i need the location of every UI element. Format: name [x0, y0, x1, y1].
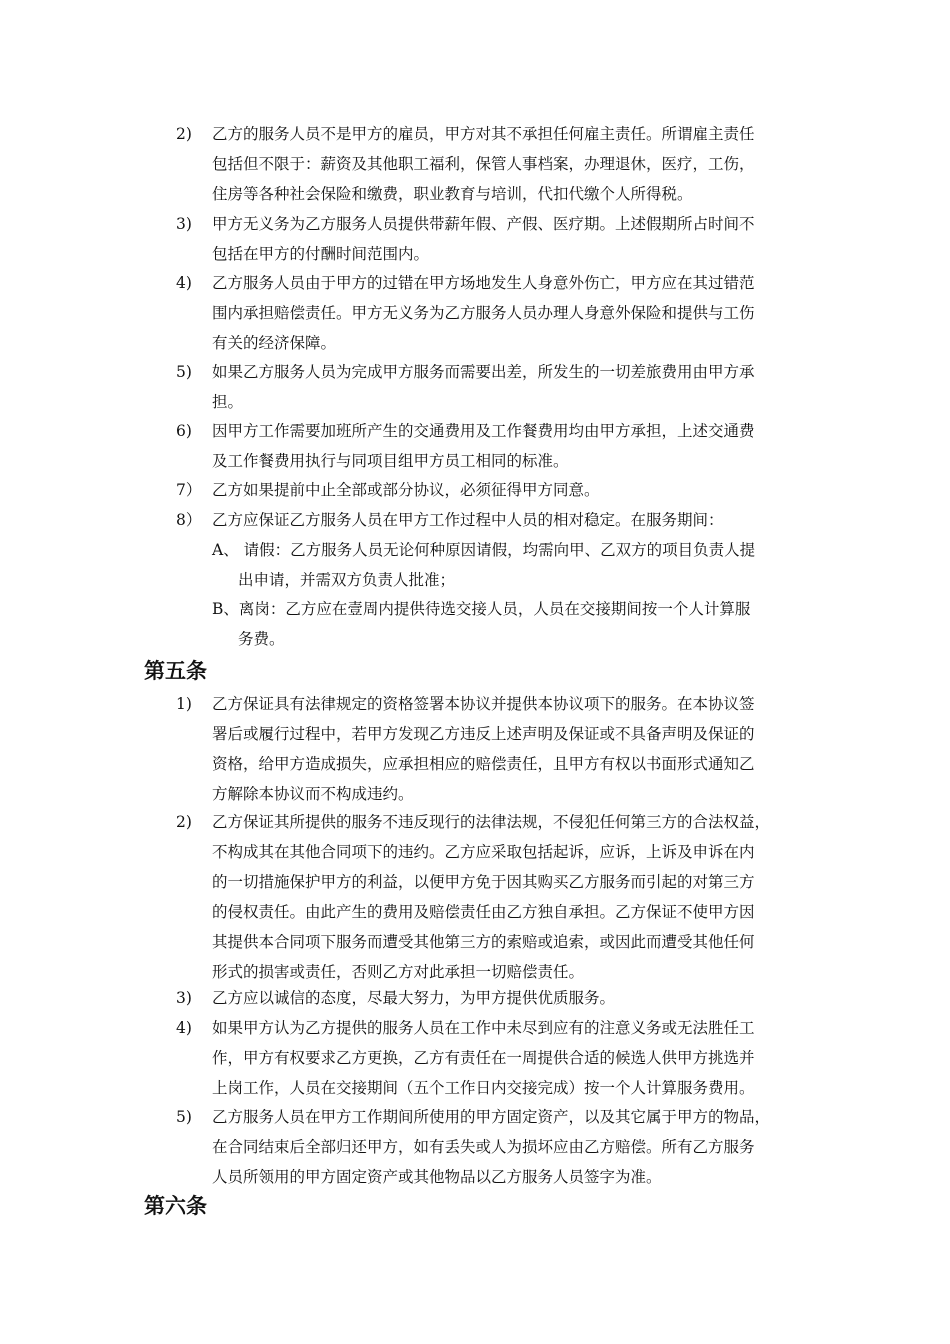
item-text-line: 乙方应保证乙方服务人员在甲方工作过程中人员的相对稳定。在服务期间： — [212, 511, 724, 529]
item-text-line: 有关的经济保障。 — [212, 334, 337, 352]
item-text-line: 不构成其在其他合同项下的违约。乙方应采取包括起诉，应诉，上诉及申诉在内 — [212, 843, 755, 861]
item-text-line: 在合同结束后全部归还甲方，如有丢失或人为损坏应由乙方赔偿。所有乙方服务 — [212, 1138, 755, 1156]
item-text-line: 乙方如果提前中止全部或部分协议，必须征得甲方同意。 — [212, 481, 600, 499]
item-text-line: 及工作餐费用执行与同项目组甲方员工相同的标准。 — [212, 452, 569, 470]
item-text-line: 其提供本合同项下服务而遭受其他第三方的索赔或追索，或因此而遭受其他任何 — [212, 933, 755, 951]
item-number: 4) — [176, 274, 192, 292]
sub-item-text-line: 务费。 — [238, 630, 285, 648]
item-number: 2) — [176, 125, 192, 143]
item-number: 7） — [176, 481, 202, 499]
sub-item-text-line: A、 请假：乙方服务人员无论何种原因请假，均需向甲、乙双方的项目负责人提 — [212, 541, 756, 559]
item-number: 6) — [176, 422, 192, 440]
item-number: 1) — [176, 695, 192, 713]
item-text-line: 的侵权责任。由此产生的费用及赔偿责任由乙方独自承担。乙方保证不使甲方因 — [212, 903, 755, 921]
sub-item-text-line: 出申请，并需双方负责人批准； — [238, 571, 456, 589]
item-number: 5) — [176, 1108, 192, 1126]
item-text-line: 因甲方工作需要加班所产生的交通费用及工作餐费用均由甲方承担，上述交通费 — [212, 422, 755, 440]
item-text-line: 乙方应以诚信的态度，尽最大努力，为甲方提供优质服务。 — [212, 989, 616, 1007]
item-number: 4) — [176, 1019, 192, 1037]
item-text-line: 作，甲方有权要求乙方更换，乙方有责任在一周提供合适的候选人供甲方挑选并 — [212, 1049, 755, 1067]
section-heading-six: 第六条 — [144, 1194, 207, 1218]
item-text-line: 包括在甲方的付酬时间范围内。 — [212, 245, 430, 263]
item-text-line: 方解除本协议而不构成违约。 — [212, 785, 414, 803]
item-text-line: 形式的损害或责任，否则乙方对此承担一切赔偿责任。 — [212, 963, 585, 981]
item-text-line: 甲方无义务为乙方服务人员提供带薪年假、产假、医疗期。上述假期所占时间不 — [212, 215, 755, 233]
sub-item-text-line: B、离岗：乙方应在壹周内提供待选交接人员，人员在交接期间按一个人计算服 — [212, 600, 751, 618]
item-text-line: 乙方服务人员在甲方工作期间所使用的甲方固定资产，以及其它属于甲方的物品， — [212, 1108, 771, 1126]
item-text-line: 上岗工作，人员在交接期间（五个工作日内交接完成）按一个人计算服务费用。 — [212, 1079, 755, 1097]
item-number: 5) — [176, 363, 192, 381]
item-text-line: 如果乙方服务人员为完成甲方服务而需要出差，所发生的一切差旅费用由甲方承 — [212, 363, 755, 381]
item-text-line: 的一切措施保护甲方的利益，以便甲方免于因其购买乙方服务而引起的对第三方 — [212, 873, 755, 891]
item-text-line: 担。 — [212, 393, 244, 411]
section-heading-five: 第五条 — [144, 659, 207, 683]
item-text-line: 包括但不限于：薪资及其他职工福利，保管人事档案，办理退休，医疗，工伤， — [212, 155, 755, 173]
item-text-line: 乙方服务人员由于甲方的过错在甲方场地发生人身意外伤亡，甲方应在其过错范 — [212, 274, 755, 292]
item-text-line: 围内承担赔偿责任。甲方无义务为乙方服务人员办理人身意外保险和提供与工伤 — [212, 304, 755, 322]
item-text-line: 资格，给甲方造成损失，应承担相应的赔偿责任，且甲方有权以书面形式通知乙 — [212, 755, 755, 773]
item-text-line: 住房等各种社会保险和缴费，职业教育与培训，代扣代缴个人所得税。 — [212, 185, 693, 203]
item-number: 3) — [176, 989, 192, 1007]
item-number: 8） — [176, 511, 202, 529]
item-text-line: 乙方保证具有法律规定的资格签署本协议并提供本协议项下的服务。在本协议签 — [212, 695, 755, 713]
item-number: 2) — [176, 813, 192, 831]
item-text-line: 如果甲方认为乙方提供的服务人员在工作中未尽到应有的注意义务或无法胜任工 — [212, 1019, 755, 1037]
item-text-line: 人员所领用的甲方固定资产或其他物品以乙方服务人员签字为准。 — [212, 1168, 662, 1186]
item-text-line: 乙方的服务人员不是甲方的雇员，甲方对其不承担任何雇主责任。所谓雇主责任 — [212, 125, 755, 143]
item-text-line: 署后或履行过程中，若甲方发现乙方违反上述声明及保证或不具备声明及保证的 — [212, 725, 755, 743]
item-number: 3) — [176, 215, 192, 233]
item-text-line: 乙方保证其所提供的服务不违反现行的法律法规，不侵犯任何第三方的合法权益， — [212, 813, 771, 831]
